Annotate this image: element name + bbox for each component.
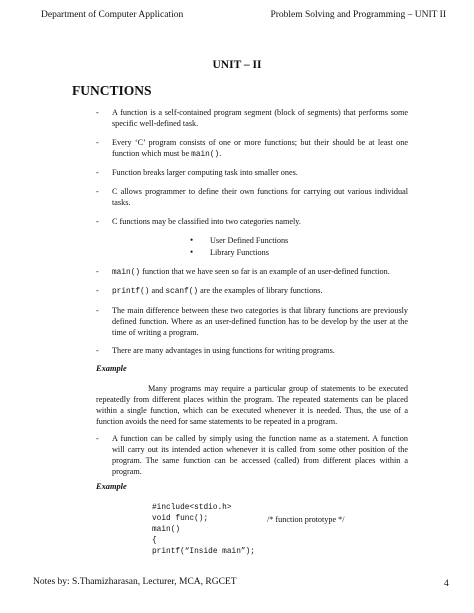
- point-text: main() function that we have seen so far is an example of an user-defined function.: [112, 267, 390, 277]
- dash-marker: -: [96, 346, 99, 355]
- page-number: 4: [444, 579, 449, 589]
- list-item: [96, 107, 408, 129]
- inline-code: printf(): [112, 288, 150, 296]
- point-text: Every ‘C’ program consists of one or more functions; but their should be at least one function which must be main().: [112, 138, 408, 159]
- unit-title: UNIT – II: [212, 59, 262, 71]
- code-line: {: [152, 537, 157, 545]
- footer-notes: Notes by: S.Thamizharasan, Lecturer, MCA, RGCET: [33, 577, 237, 587]
- dash-marker: -: [96, 267, 99, 276]
- list-item: [96, 433, 408, 477]
- point-text: C functions may be classified into two categories namely.: [112, 217, 301, 226]
- category-item: [190, 248, 269, 257]
- example-label: Example: [96, 482, 127, 491]
- point-text: A function is a self-contained program segment (block of segments) that performs some specific well-defined task.: [112, 108, 408, 128]
- list-item: [96, 216, 408, 227]
- dash-marker: -: [96, 168, 99, 177]
- header-left: Department of Computer Application: [41, 10, 184, 20]
- category-label: User Defined Functions: [210, 236, 289, 245]
- example-paragraph: Many programs may require a particular group of statements to be executed repeatedly from different places within the program. The repeated statements can be placed within a single function, which can be executed whenever it is needed. Thus, the use of a function avoids the need for same statements to be repeated in a program.: [96, 384, 408, 426]
- list-item: [96, 266, 408, 279]
- dash-marker: -: [96, 138, 99, 147]
- list-item: [96, 137, 408, 161]
- list-item: [96, 285, 408, 298]
- section-title: FUNCTIONS: [72, 83, 152, 98]
- point-text: Function breaks larger computing task into smaller ones.: [112, 168, 298, 177]
- bullet-icon: •: [190, 235, 194, 245]
- header-right: Problem Solving and Programming – UNIT II: [270, 10, 446, 20]
- code-line: #include<stdio.h>: [152, 504, 232, 512]
- example-label: Example: [96, 364, 127, 373]
- list-item: [96, 186, 408, 208]
- code-block: [152, 503, 345, 558]
- point-text: The main difference between these two categories is that library functions are previously defined function. Where as an user-defined function has to be develop by the user at the time of writing a program.: [112, 306, 408, 337]
- inline-code: scanf(): [165, 288, 199, 296]
- list-item: [96, 305, 408, 338]
- inline-code: main(): [191, 151, 220, 159]
- point-text: A function can be called by simply using the function name as a statement. A function will carry out its intended action whenever it is called from some other position of the program. The same function can be accessed (called) from different places within a program.: [112, 434, 408, 476]
- code-line: printf(“Inside main”);: [152, 548, 255, 556]
- code-line: void func(); /* function prototype */: [152, 515, 345, 524]
- dash-marker: -: [96, 187, 99, 196]
- list-item: [96, 167, 408, 178]
- inline-code: main(): [112, 269, 141, 277]
- dash-marker: -: [96, 434, 99, 443]
- dash-marker: -: [96, 306, 99, 315]
- list-item: [96, 345, 408, 356]
- dash-marker: -: [96, 217, 99, 226]
- category-label: Library Functions: [210, 248, 269, 257]
- dash-marker: -: [96, 286, 99, 295]
- code-comment: /* function prototype */: [267, 515, 345, 524]
- point-text: There are many advantages in using functions for writing programs.: [112, 346, 335, 355]
- code-line: main(): [152, 526, 181, 534]
- dash-marker: -: [96, 108, 99, 117]
- point-text: printf() and scanf() are the examples of library functions.: [112, 286, 323, 296]
- category-item: [190, 236, 288, 245]
- bullet-icon: •: [190, 247, 194, 257]
- point-text: C allows programmer to define their own functions for carrying out various individual tasks.: [112, 187, 408, 207]
